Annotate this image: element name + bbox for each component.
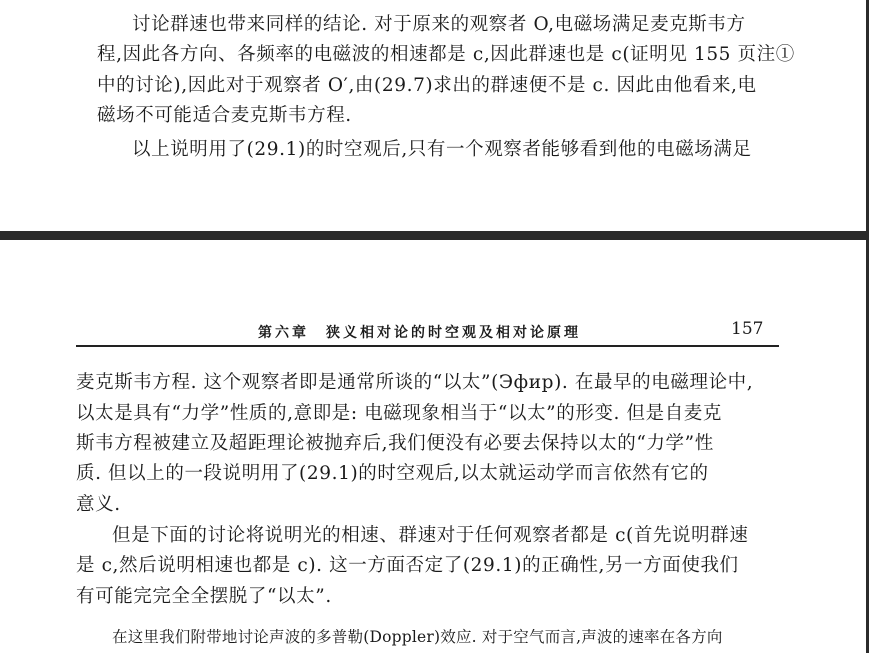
text-line: 斯韦方程被建立及超距理论被抛弃后,我们便没有必要去保持以太的“力学”性 <box>76 433 714 454</box>
page-separator <box>0 231 869 240</box>
text-line: 讨论群速也带来同样的结论. 对于原来的观察者 O,电磁场满足麦克斯韦方 <box>132 14 746 35</box>
text-line: 是 c,然后说明相速也都是 c). 这一方面否定了(29.1)的正确性,另一方面使我们 <box>76 555 739 576</box>
page-bottom <box>0 240 869 653</box>
text-line: 程,因此各方向、各频率的电磁波的相速都是 c,因此群速也是 c(证明见 155 页注① <box>97 44 795 65</box>
text-line: 有可能完完全全摆脱了“以太”. <box>76 586 332 607</box>
text-line: 麦克斯韦方程. 这个观察者即是通常所谈的“以太”(Эфир). 在最早的电磁理论中, <box>76 372 754 393</box>
text-line: 中的讨论),因此对于观察者 O′,由(29.7)求出的群速便不是 c. 因此由他看来,电 <box>97 75 757 96</box>
text-line: 磁场不可能适合麦克斯韦方程. <box>97 105 352 126</box>
running-header-title: 第六章 狭义相对论的时空观及相对论原理 <box>258 325 581 341</box>
text-line: 以太是具有“力学”性质的,意即是: 电磁现象相当于“以太”的形变. 但是自麦克 <box>76 403 722 424</box>
page-number: 157 <box>731 319 764 339</box>
page-top <box>0 0 869 231</box>
text-line: 意义. <box>76 494 121 515</box>
header-rule <box>76 345 779 347</box>
text-line: 质. 但以上的一段说明用了(29.1)的时空观后,以太就运动学而言依然有它的 <box>76 463 709 484</box>
text-line: 以上说明用了(29.1)的时空观后,只有一个观察者能够看到他的电磁场满足 <box>132 139 752 160</box>
text-line: 但是下面的讨论将说明光的相速、群速对于任何观察者都是 c(首先说明群速 <box>112 525 749 546</box>
text-line-small: 在这里我们附带地讨论声波的多普勒(Doppler)效应. 对于空气而言,声波的速率在各方向 <box>112 628 723 646</box>
